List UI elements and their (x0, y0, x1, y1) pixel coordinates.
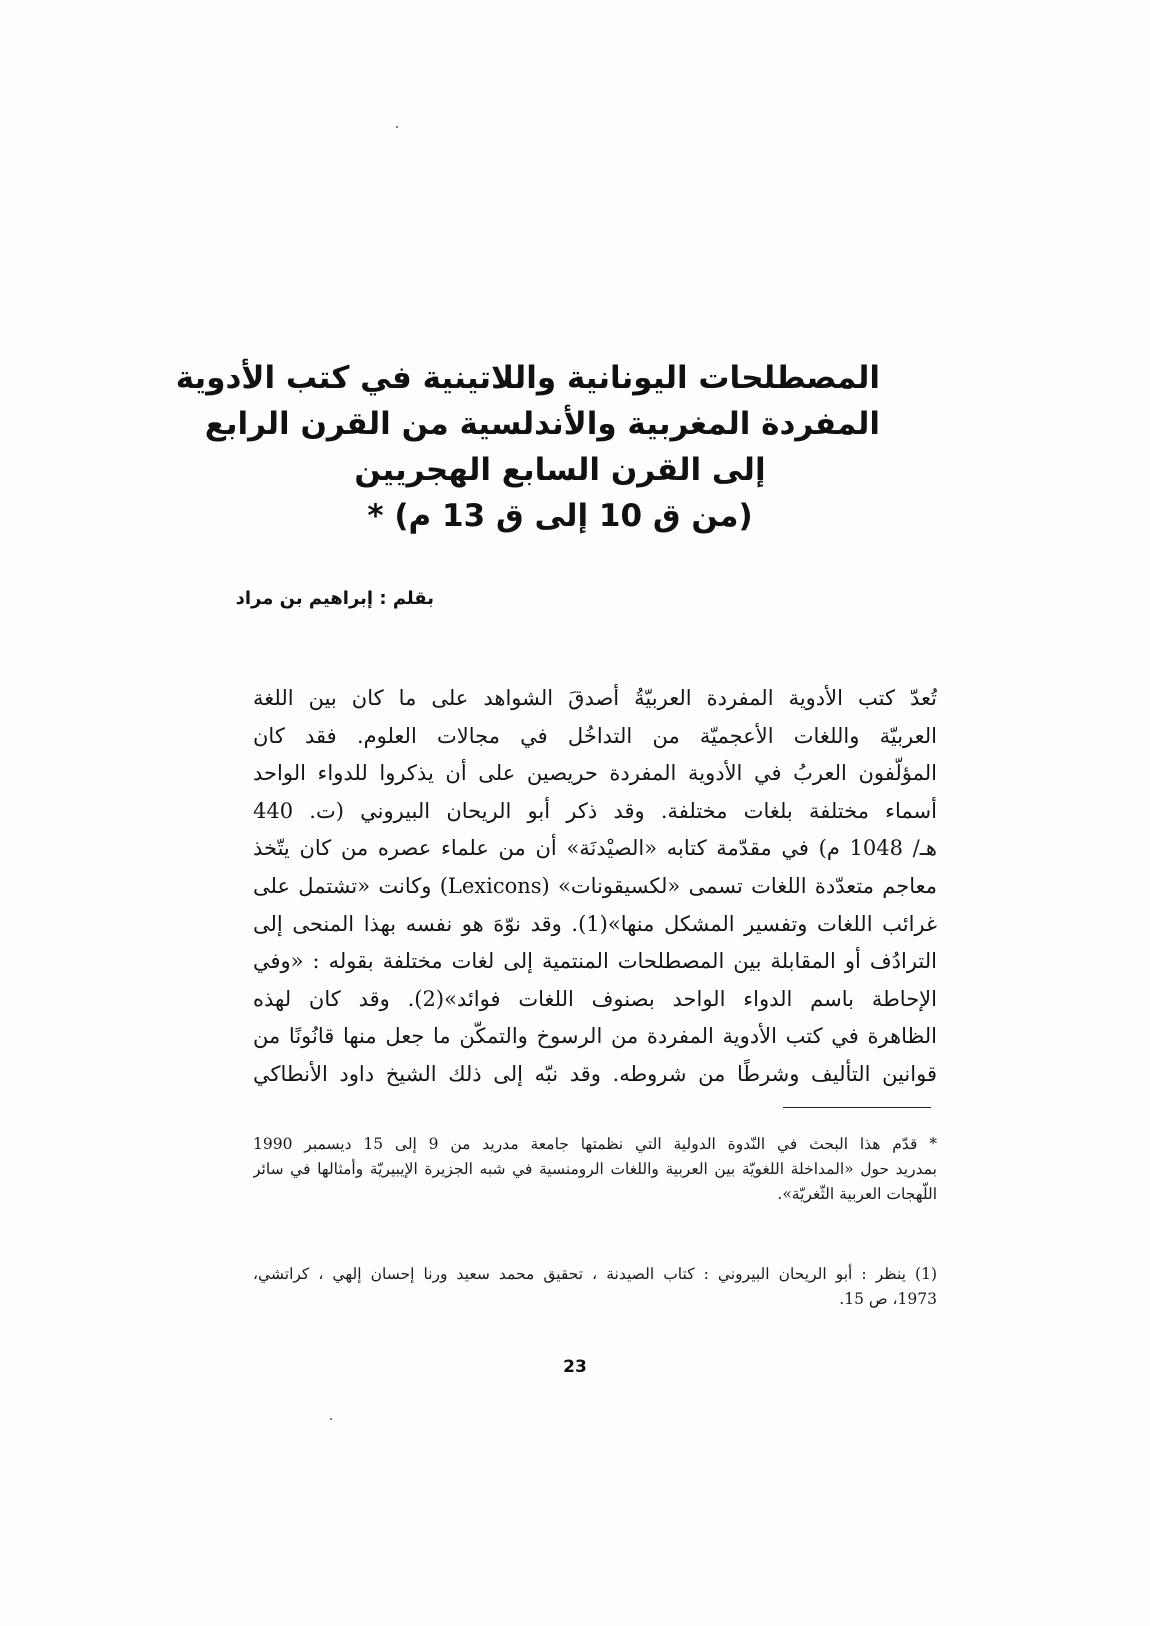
title-line: (من ق 10 إلى ق 13 م) * (367, 498, 753, 534)
footnote-1 (253, 1262, 937, 1312)
footnote-line: * قدّم هذا البحث في النّدوة الدولية التي نظمتها جامعة مدريد من 9 إلى 15 ديسمبر 1990 (253, 1135, 937, 1153)
body-line: المؤلّفون العربُ في الأدوية المفردة حريصين على أن يذكروا للدواء الواحد (253, 761, 937, 786)
footnote-star (253, 1132, 937, 1207)
scan-speck (396, 126, 398, 128)
scan-speck (330, 1418, 332, 1420)
body-line: العربيّة واللغات الأعجميّة من التداخُل في مجالات العلوم. فقد كان (253, 723, 937, 748)
body-line: الإحاطة باسم الدواء الواحد بصنوف اللغات فوائد»(2). وقد كان لهذه (253, 986, 937, 1011)
page-number: 23 (563, 1357, 587, 1377)
author-byline: بقلم : إبراهيم بن مراد (235, 588, 434, 609)
body-line: تُعدّ كتب الأدوية المفردة العربيّةُ أصدقَ الشواهد على ما كان بين اللغة (253, 686, 937, 710)
body-paragraph (253, 680, 937, 1094)
body-line: غرائب اللغات وتفسير المشكل منها»(1). وقد نوّهَ هو نفسه بهذا المنحى إلى (253, 911, 937, 936)
body-line: الترادُف أو المقابلة بين المصطلحات المنتمية إلى لغات مختلفة بقوله : «وفي (253, 949, 937, 974)
body-line: هـ/ 1048 م) في مقدّمة كتابه «الصيْدنَة» أن من علماء عصره من كان يتّخذ (253, 836, 937, 861)
footnote-line: بمدريد حول «المداخلة اللغويّة بين العربية واللغات الرومنسية في شبه الجزيرة الإيبيريّة وأمثالها في سائر (253, 1160, 937, 1178)
footnote-line: (1) ينظر : أبو الريحان البيروني : كتاب الصيدنة ، تحقيق محمد سعيد ورنا إحسان إلهي ، كراتشي، (253, 1265, 937, 1283)
title-line: إلى القرن السابع الهجريين (354, 452, 766, 488)
title-line: المصطلحات اليونانية واللاتينية في كتب الأدوية (175, 360, 880, 396)
title-line: المفردة المغربية والأندلسية من القرن الرابع (204, 406, 880, 442)
footnote-line: اللّهجات العربية الثّغريّة». (777, 1185, 937, 1203)
body-line: أسماء مختلفة بلغات مختلفة. وقد ذكر أبو الريحان البيروني (ت. 440 (253, 798, 937, 823)
footnote-separator (783, 1107, 931, 1108)
body-line: الظاهرة في كتب الأدوية المفردة من الرسوخ والتمكّن ما جعل منها قانُونًا من (253, 1024, 937, 1049)
paper-title (175, 355, 880, 539)
body-line: قوانين التأليف وشرطًا من شروطه. وقد نبّه إلى ذلك الشيخ داود الأنطاكي (253, 1061, 937, 1086)
footnote-line: 1973، ص 15. (839, 1290, 937, 1308)
body-line: معاجم متعدّدة اللغات تسمى «لكسيقونات» (Lexicons) وكانت «تشتمل على (253, 873, 937, 898)
